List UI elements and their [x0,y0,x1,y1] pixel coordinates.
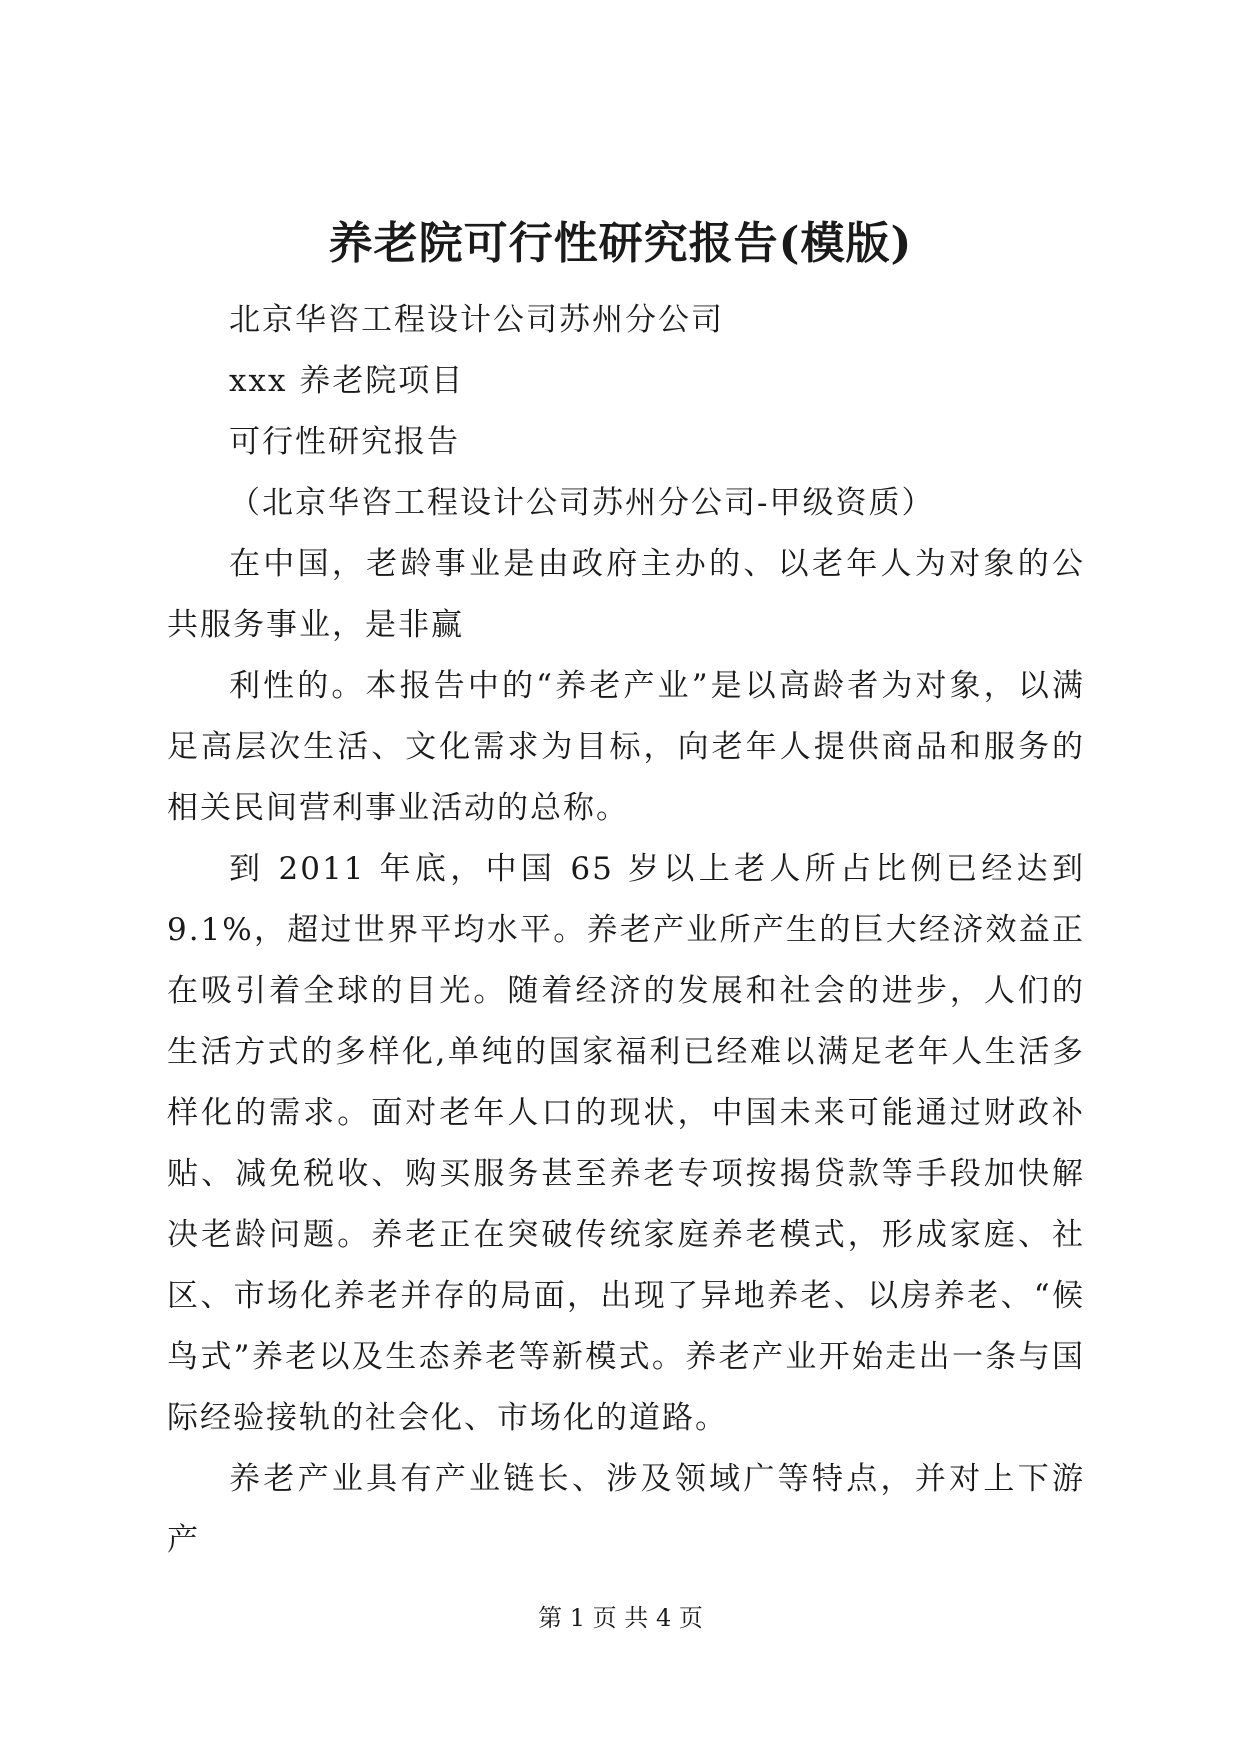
paragraph-qualification: （北京华咨工程设计公司苏州分公司-甲级资质） [229,485,935,521]
paragraph-statistics: 到 2011 年底，中国 65 岁以上老人所占比例已经达到 9.1%，超过世界平均水平。养老产业所产生的巨大经济效益正在吸引着全球的目光。随着经济的发展和社会的进步，人们的生活方式的多样化,单纯的国家福利已经难以满足老年人生活多样化的需求。面对老年人口的现状，中国未来可能通过财政补贴、减免税收、购买服务甚至养老专项按揭贷款等手段加快解决老龄问题。养老正在突破传统家庭养老模式，形成家庭、社区、市场化养老并存的局面，出现了异地养老、以房养老、“候鸟式”养老以及生态养老等新模式。养老产业开始走出一条与国际经验接轨的社会化、市场化的道路。 [167,851,1085,1436]
paragraph-intro: 在中国，老龄事业是由政府主办的、以老年人为对象的公共服务事业，是非赢 [167,546,1085,643]
paragraph-report-type: 可行性研究报告 [229,424,460,460]
paragraph-definition: 利性的。本报告中的“养老产业”是以高龄者为对象，以满足高层次生活、文化需求为目标，向老年人提供商品和服务的相关民间营利事业活动的总称。 [167,668,1085,826]
paragraph-project: xxx 养老院项目 [229,363,465,399]
paragraph-industry-chain: 养老产业具有产业链长、涉及领域广等特点，并对上下游产 [167,1461,1085,1558]
paragraph-company: 北京华咨工程设计公司苏州分公司 [229,302,724,338]
document-body [167,290,1085,1571]
document-title: 养老院可行性研究报告(模版) [328,218,913,269]
page-footer: 第 1 页 共 4 页 [538,1604,703,1632]
